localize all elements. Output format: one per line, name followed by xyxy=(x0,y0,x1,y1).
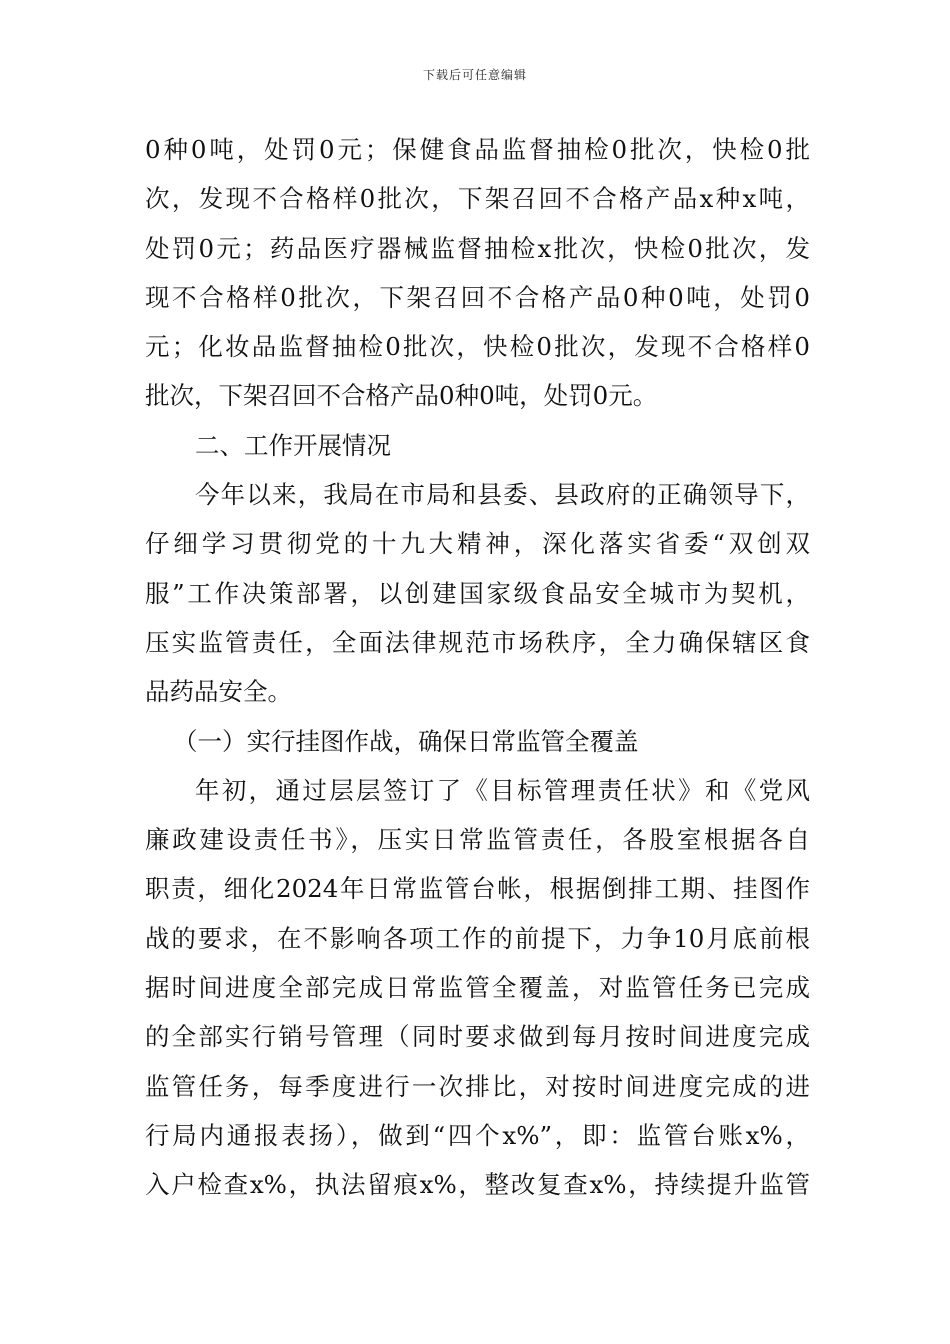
paragraph-line: 次，发现不合格样0批次，下架召回不合格产品x种x吨， xyxy=(145,184,810,214)
paragraph-line: 入户检查x%，执法留痕x%，整改复查x%，持续提升监管 xyxy=(145,1170,810,1200)
paragraph-line: 行局内通报表扬），做到“四个x%”，即：监管台账x%， xyxy=(145,1120,810,1150)
paragraph-line: 压实监管责任，全面法律规范市场秩序，全力确保辖区食 xyxy=(145,627,810,657)
paragraph-line: 职责，细化2024年日常监管台帐，根据倒排工期、挂图作 xyxy=(145,874,810,904)
paragraph-line: 元；化妆品监督抽检0批次，快检0批次，发现不合格样0 xyxy=(145,332,810,362)
paragraph-line: 战的要求，在不影响各项工作的前提下，力争10月底前根 xyxy=(145,923,810,953)
paragraph-line: 年初，通过层层签订了《目标管理责任状》和《党风 xyxy=(195,775,810,805)
paragraph-line: 仔细学习贯彻党的十九大精神，深化落实省委“双创双 xyxy=(145,529,810,559)
paragraph-line: 廉政建设责任书》，压实日常监管责任，各股室根据各自 xyxy=(145,825,810,855)
section-heading: 二、工作开展情况 xyxy=(195,430,391,460)
paragraph-line: 据时间进度全部完成日常监管全覆盖，对监管任务已完成 xyxy=(145,973,810,1003)
subsection-heading: （一）实行挂图作战，确保日常监管全覆盖 xyxy=(173,726,639,756)
header-note: 下载后可任意编辑 xyxy=(422,68,527,82)
paragraph-line: 服”工作决策部署，以创建国家级食品安全城市为契机， xyxy=(145,578,810,608)
paragraph-line: 0种0吨，处罚0元；保健食品监督抽检0批次，快检0批 xyxy=(145,135,810,164)
document-body xyxy=(145,125,810,1210)
paragraph-line: 监管任务，每季度进行一次排比，对按时间进度完成的进 xyxy=(145,1071,810,1101)
paragraph-line: 品药品安全。 xyxy=(145,677,292,707)
paragraph-line: 今年以来，我局在市局和县委、县政府的正确领导下， xyxy=(195,480,810,510)
paragraph-line: 现不合格样0批次，下架召回不合格产品0种0吨，处罚0 xyxy=(145,282,810,312)
paragraph-line: 批次，下架召回不合格产品0种0吨，处罚0元。 xyxy=(145,381,658,411)
paragraph-line: 处罚0元；药品医疗器械监督抽检x批次，快检0批次，发 xyxy=(145,233,810,263)
paragraph-line: 的全部实行销号管理（同时要求做到每月按时间进度完成 xyxy=(145,1022,810,1052)
